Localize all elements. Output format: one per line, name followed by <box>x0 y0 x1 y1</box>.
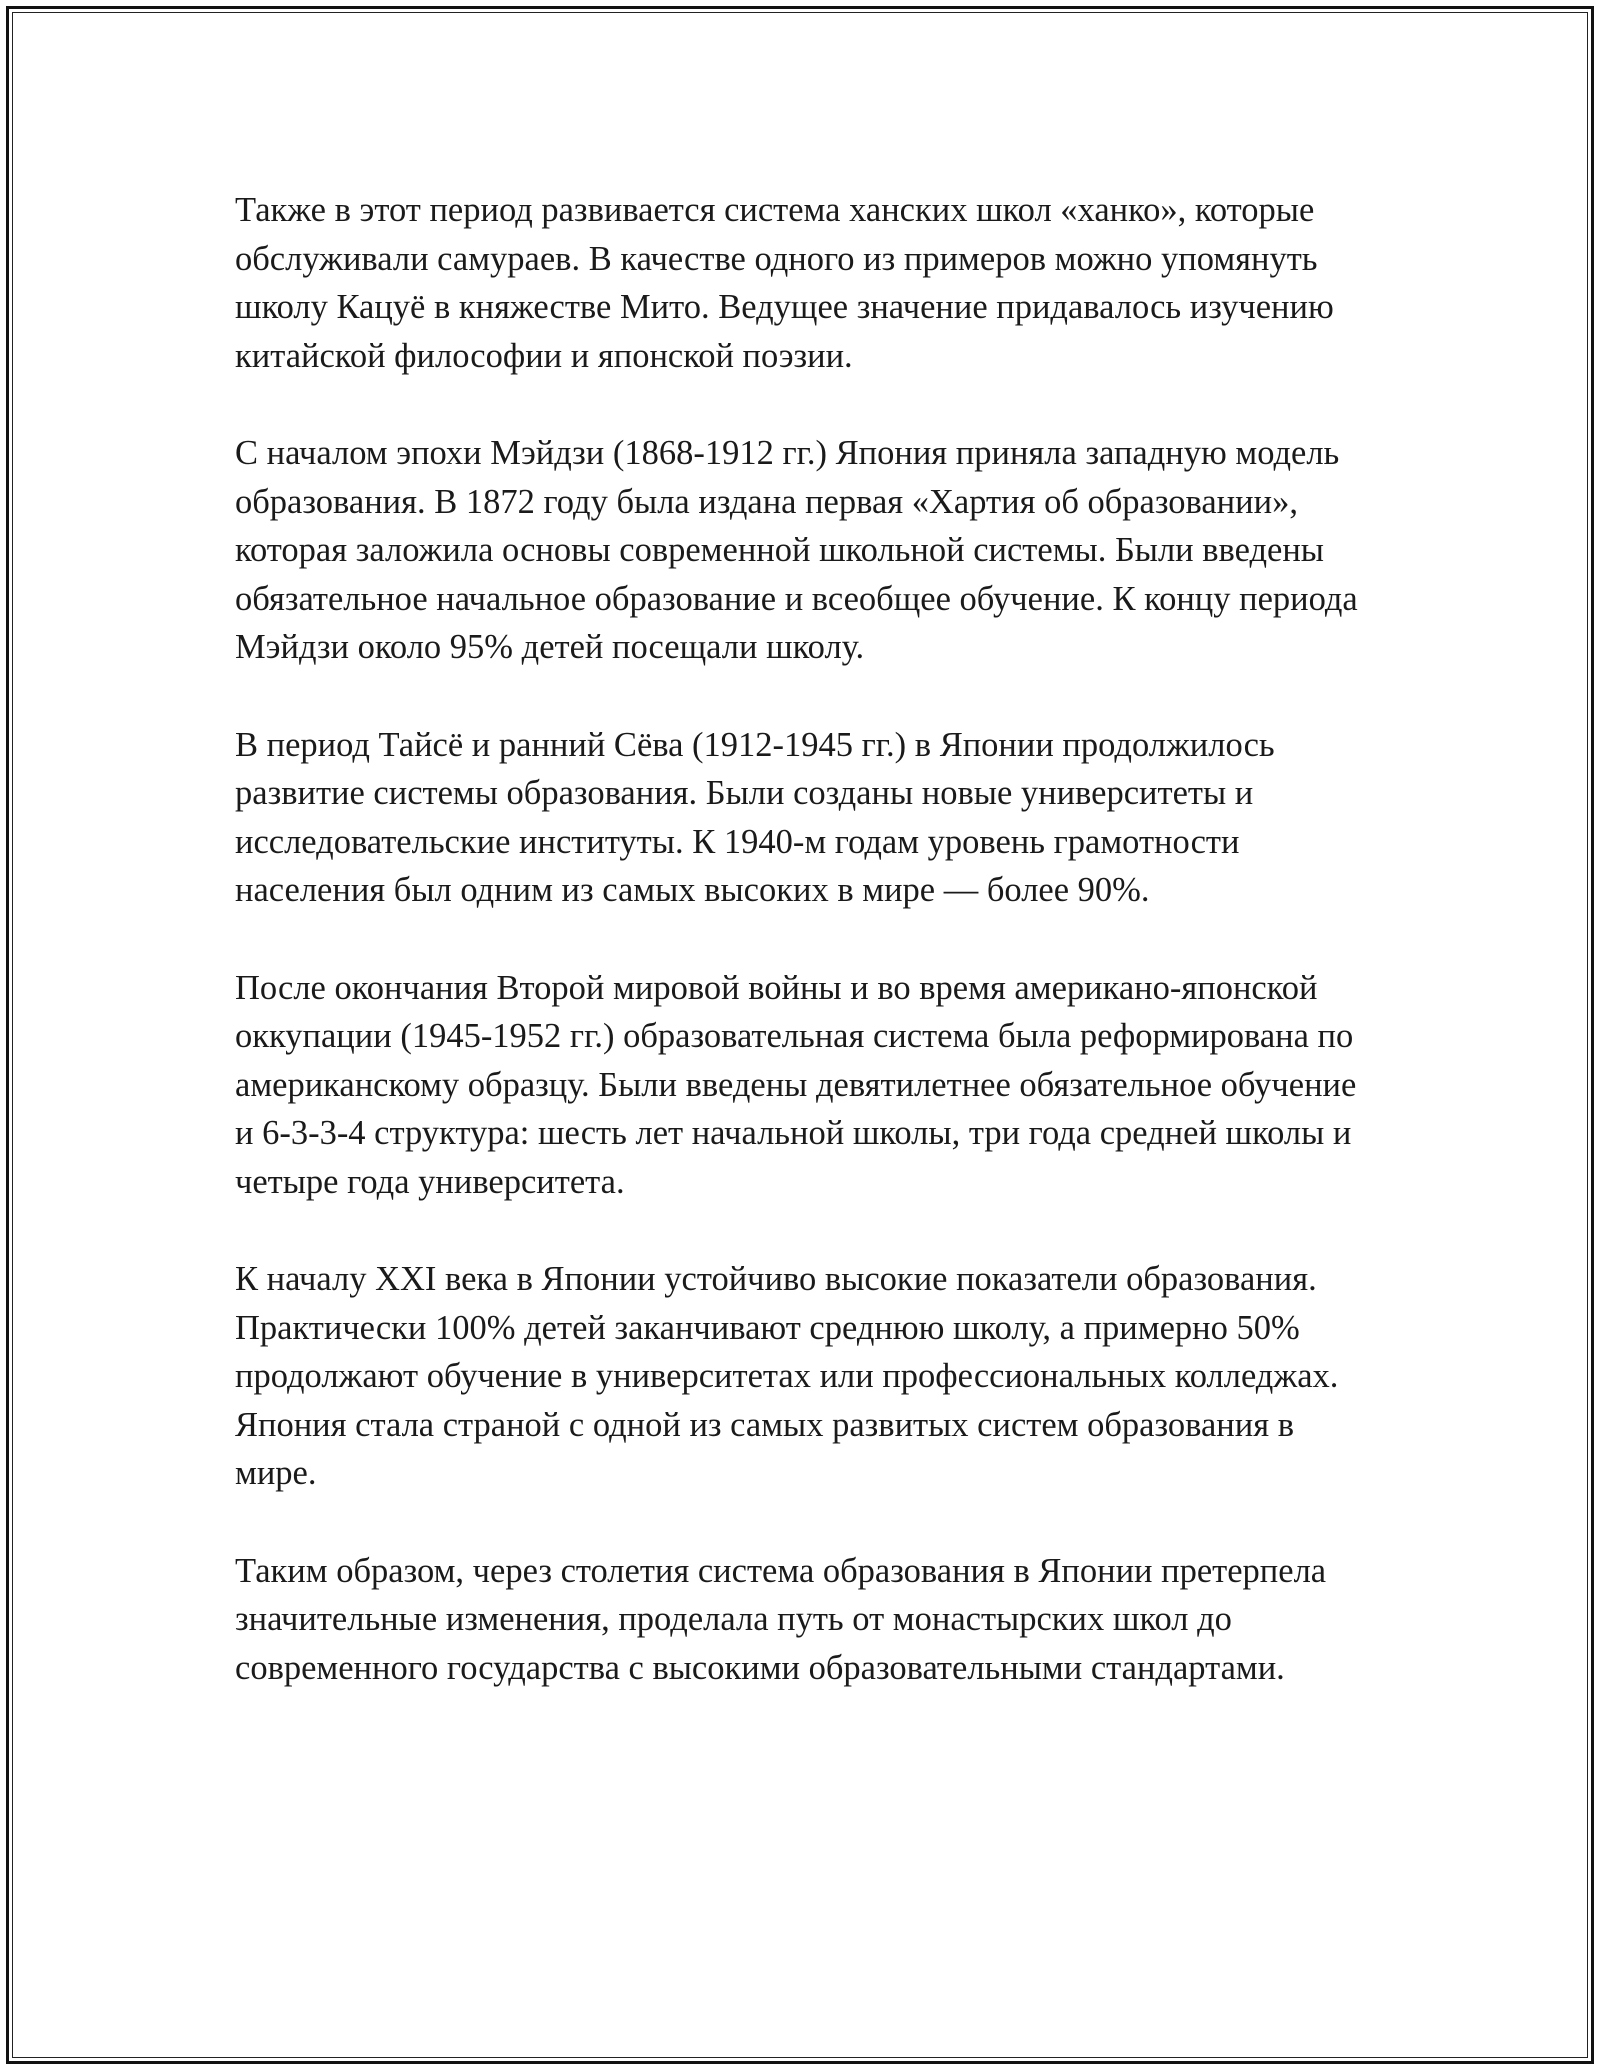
paragraph-6: Таким образом, через столетия система образования в Японии претерпела значительные изменения, проделала путь от монастырских школ до современного государства с высокими образовательными стандартами. <box>235 1551 1327 1687</box>
paragraph-4: После окончания Второй мировой войны и во время американо-японской оккупации (1945-1952 гг.) образовательная система была реформирована по американскому образцу. Были введены девятилетнее обязательное обучение и 6-3-3-4 структура: шесть лет начальной школы, три года средней школы и четыре года университета. <box>235 968 1357 1201</box>
document-body <box>235 186 1365 1741</box>
paragraph-5: К началу XXI века в Японии устойчиво высокие показатели образования. Практически 100% детей заканчивают среднюю школу, а примерно 50% продолжают обучение в университетах или профессиональных колледжах. Япония стала страной с одной из самых развитых систем образования в мире. <box>235 1260 1339 1493</box>
paragraph-3: В период Тайсё и ранний Сёва (1912-1945 гг.) в Японии продолжилось развитие системы образования. Были созданы новые университеты и исследовательские институты. К 1940-м годам уровень грамотности населения был одним из самых высоких в мире — более 90%. <box>235 725 1275 910</box>
paragraph-1: Также в этот период развивается система ханских школ «ханко», которые обслуживали самураев. В качестве одного из примеров можно упомянуть школу Кацуё в княжестве Мито. Ведущее значение придавалось изучению китайской философии и японской поэзии. <box>235 191 1334 375</box>
paragraph-2: С началом эпохи Мэйдзи (1868-1912 гг.) Япония приняла западную модель образования. В 1872 году была издана первая «Хартия об образовании», которая заложила основы современной школьной системы. Были введены обязательное начальное образование и всеобщее обучение. К концу периода Мэйдзи около 95% детей посещали школу. <box>235 433 1358 667</box>
